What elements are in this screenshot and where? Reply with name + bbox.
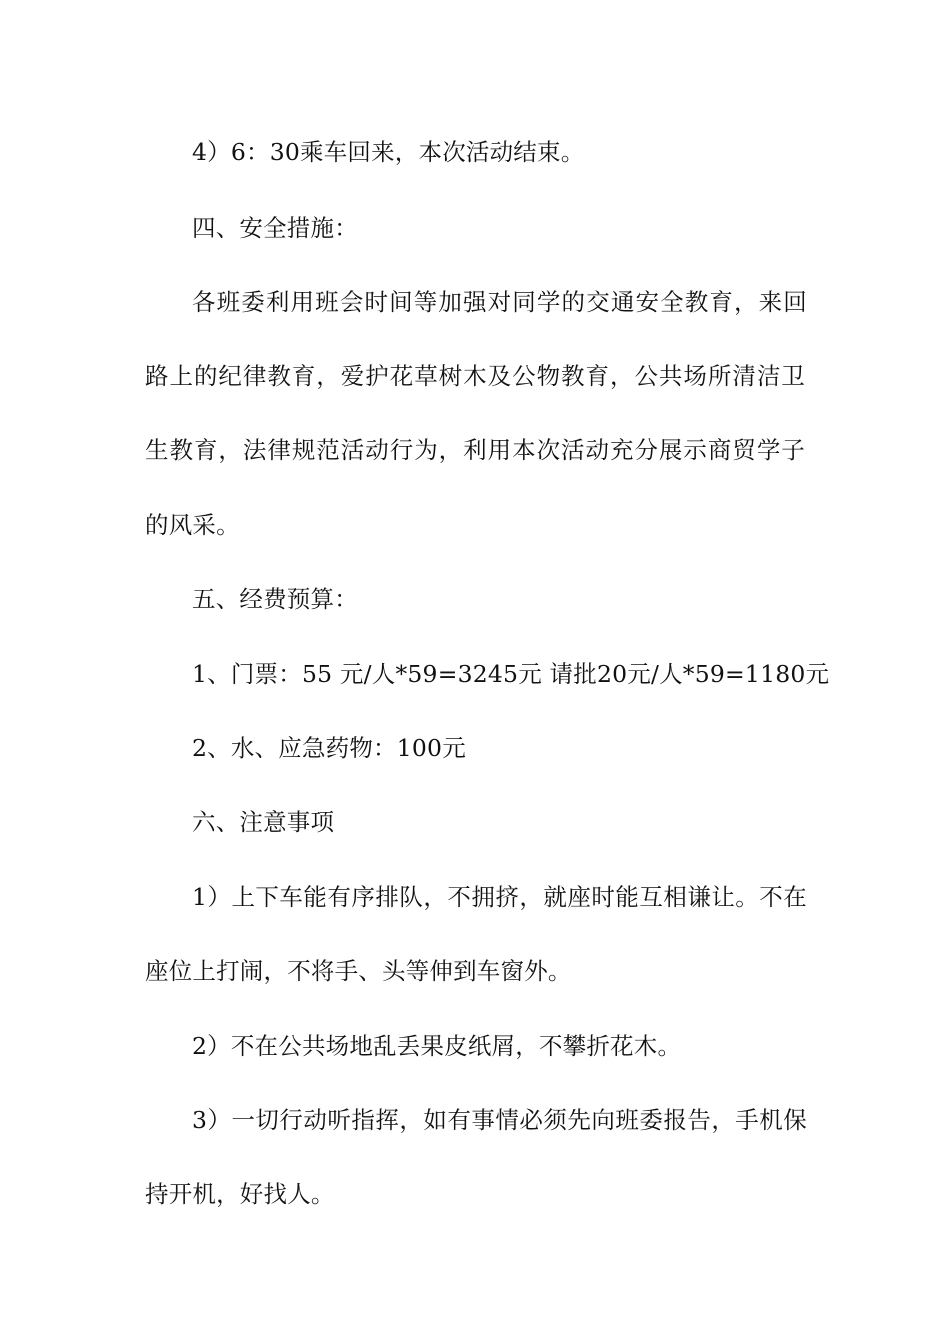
notes-item-line: 3）一切行动听指挥，如有事情必须先向班委报告，手机保 xyxy=(192,1106,807,1134)
budget-item-water-medicine: 2、水、应急药物：100元 xyxy=(192,734,466,762)
safety-paragraph-line: 生教育，法律规范活动行为，利用本次活动充分展示商贸学子 xyxy=(145,436,805,464)
section-heading-safety: 四、安全措施： xyxy=(192,214,358,242)
budget-item-tickets: 1、门票：55 元/人*59=3245元 请批20元/人*59=1180元 xyxy=(192,660,830,688)
notes-item-line: 持开机，好找人。 xyxy=(145,1180,335,1208)
activity-end-item: 4）6：30乘车回来，本次活动结束。 xyxy=(192,138,585,166)
safety-paragraph-line: 路上的纪律教育，爱护花草树木及公物教育，公共场所清洁卫 xyxy=(145,362,805,390)
notes-item-line: 座位上打闹，不将手、头等伸到车窗外。 xyxy=(145,957,572,985)
safety-paragraph-line: 各班委利用班会时间等加强对同学的交通安全教育，来回 xyxy=(192,288,807,316)
notes-item-line: 2）不在公共场地乱丢果皮纸屑，不攀折花木。 xyxy=(192,1032,682,1060)
safety-paragraph-line: 的风采。 xyxy=(145,511,240,539)
section-heading-budget: 五、经费预算： xyxy=(192,585,358,613)
notes-item-line: 1）上下车能有序排队，不拥挤，就座时能互相谦让。不在 xyxy=(192,883,807,911)
section-heading-notes: 六、注意事项 xyxy=(192,808,335,836)
